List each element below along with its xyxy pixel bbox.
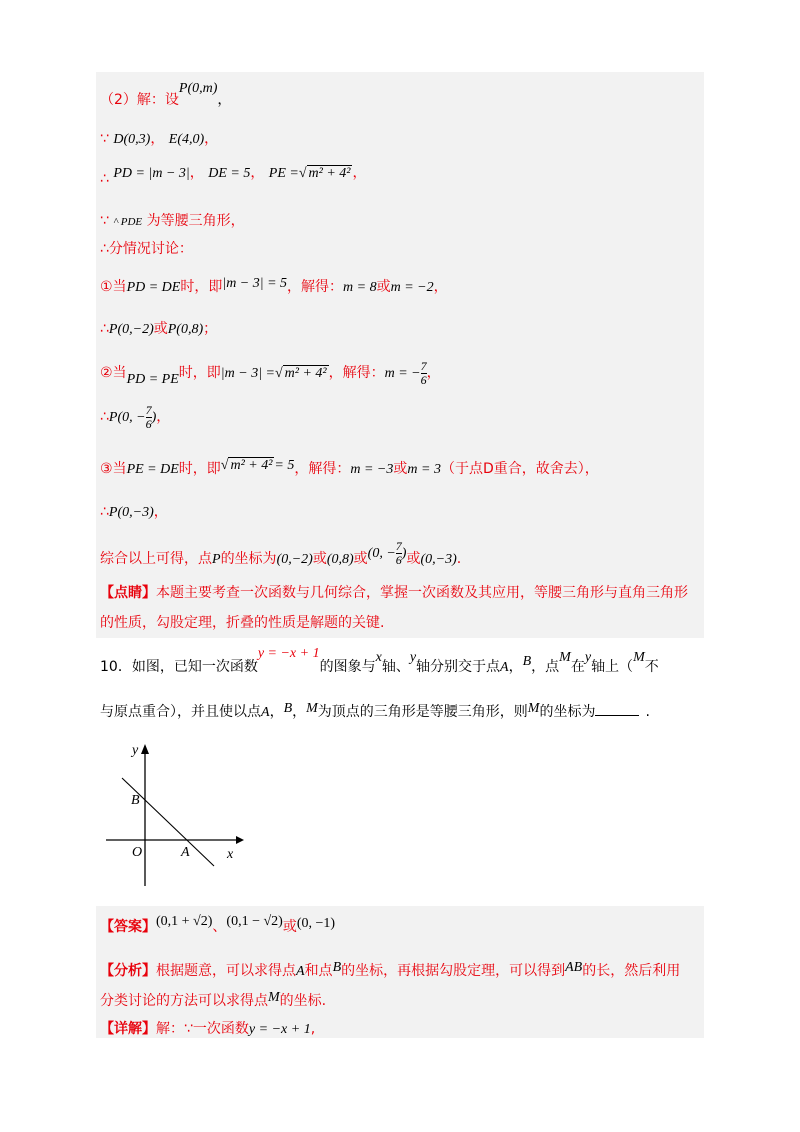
isosceles-statement: ∵ ^ PDE 为等腰三角形， (100, 213, 245, 229)
origin-label: O (132, 845, 143, 860)
case1-result: ∴P(0,−2)或P(0,8)； (100, 321, 218, 337)
analysis-line2: 分类讨论的方法可以求得点M的坐标. (100, 990, 327, 1009)
detail-line: 【详解】解：∵一次函数y = −x + 1, (100, 1021, 316, 1037)
point-a-label: A (181, 845, 190, 860)
case1-line: ①当PD = DE时，即|m − 3| = 5，解得：m = 8或m = −2， (100, 276, 448, 295)
case3-line: ③当PE = DE时，即√ m² + 4² = 5，解得：m = −3或m = 3（于点D重合，故舍去）， (100, 458, 599, 477)
coordinate-figure (102, 738, 252, 888)
case-discussion: ∴分情况讨论： (100, 241, 193, 257)
distance-expressions: ∴ PD = |m − 3|， DE = 5， PE =√ m² + 4² ， (100, 165, 367, 187)
summary-line: 综合以上可得，点P的坐标为(0,−2)或(0,8)或(0, − $\frac{7}{6}$ )或(0,−3). (100, 539, 462, 568)
y-axis-arrow (141, 744, 149, 754)
case2-result: ∴P(0, − $\frac{7}{6}$ )， (100, 403, 171, 431)
answer-blank (595, 703, 639, 716)
case3-result: ∴P(0,−3)， (100, 504, 168, 520)
point-b-label: B (131, 793, 140, 808)
question10-line1: 10．如图，已知一次函数y = −x + 1的图象与x轴、y轴分别交于点A，B，点M在y轴上（M不 (100, 646, 659, 675)
case2-line: ②当PD = PE时，即|m − 3| =√ m² + 4² ，解得：m = − $\frac{7}{6}$ ， (100, 359, 441, 388)
given-points: ∵ D(0,3)， E(4,0)， (100, 131, 219, 147)
y-axis-label: y (132, 743, 139, 758)
part2-header: （2）解：设P(0,m)， (100, 81, 232, 108)
x-axis-label: x (227, 847, 234, 862)
comment-line1: 【点睛】本题主要考查一次函数与几何综合，掌握一次函数及其应用，等腰三角形与直角三角形 (100, 585, 688, 601)
answer-line: 【答案】(0,1 + √2)、(0,1 − √2)或(0, −1) (100, 914, 336, 935)
comment-line2: 的性质，勾股定理，折叠的性质是解题的关键. (100, 615, 385, 631)
x-axis-arrow (236, 836, 244, 844)
analysis-line1: 【分析】根据题意，可以求得点A和点B的坐标，再根据勾股定理，可以得到AB的长，然后利用 (100, 960, 681, 979)
question10-line2: 与原点重合），并且使以点A，B，M为顶点的三角形是等腰三角形，则M的坐标为 . (100, 701, 650, 720)
